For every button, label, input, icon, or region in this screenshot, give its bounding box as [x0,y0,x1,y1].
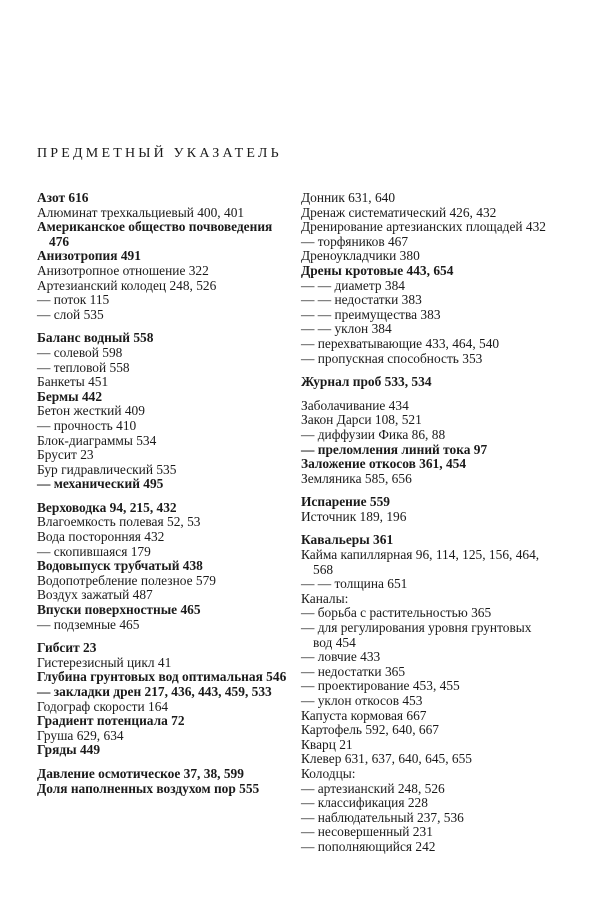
index-entry: Водовыпуск трубчатый 438 [37,558,203,574]
index-entry: Кайма капиллярная 96, 114, 125, 156, 464, 568 [301,547,540,577]
index-entry: Закон Дарси 108, 521 [301,412,422,428]
index-entry: — подземные 465 [37,616,140,632]
index-group [37,331,289,492]
index-entry: — — уклон 384 [301,321,392,337]
index-entry: Азот 616 [37,190,89,205]
index-entry: — перехватывающие 433, 464, 540 [301,335,500,351]
index-entry: — артезианский 248, 526 [301,780,445,796]
index-entry: — солевой 598 [37,344,123,360]
index-entry: Капуста кормовая 667 [301,707,427,723]
index-entry: Клевер 631, 637, 640, 645, 655 [301,751,472,767]
index-entry: Дрены кротовые 443, 654 [301,262,454,278]
index-entry: Груша 629, 634 [37,727,124,743]
index-entry: — ловчие 433 [301,649,381,665]
index-entry: Источник 189, 196 [301,508,407,524]
index-entry: Каналы: [301,590,349,606]
index-entry: Гистерезисный цикл 41 [37,654,172,670]
index-group [37,641,289,758]
index-entry: Давление осмотическое 37, 38, 599 [37,765,244,781]
index-entry: — пополняющийся 242 [301,838,436,854]
page-title: ПРЕДМЕТНЫЙ УКАЗАТЕЛЬ [37,146,282,161]
index-entry: Алюминат трехкальциевый 400, 401 [37,204,245,220]
index-entry: — — недостатки 383 [301,292,422,308]
index-column-right [301,191,553,864]
index-group [301,399,553,487]
index-entry: Бур гидравлический 535 [37,461,177,477]
index-entry: Земляника 585, 656 [301,470,412,486]
index-entry: Доля наполненных воздухом пор 555 [37,780,260,796]
index-group [301,495,553,524]
index-entry: Артезианский колодец 248, 526 [37,277,217,293]
index-entry: — — толщина 651 [301,576,408,592]
index-entry: Влагоемкость полевая 52, 53 [37,514,201,530]
index-group [37,501,289,632]
index-entry: Донник 631, 640 [301,190,396,205]
index-entry: — проектирование 453, 455 [301,678,460,694]
index-entry: — торфяников 467 [301,233,409,249]
index-entry: Кавальеры 361 [301,532,394,548]
index-entry: — скопившаяся 179 [37,543,151,559]
index-entry: — борьба с растительностью 365 [301,605,492,621]
index-entry: Гряды 449 [37,742,101,758]
index-entry: — поток 115 [37,292,110,308]
index-entry: Брусит 23 [37,447,94,463]
index-entry: Глубина грунтовых вод оптимальная 546 [37,669,287,685]
index-entry: Гибсит 23 [37,640,97,656]
index-entry: Заболачивание 434 [301,397,409,413]
index-entry: Журнал проб 533, 534 [301,374,432,390]
index-entry: — закладки дрен 217, 436, 443, 459, 533 [37,684,272,699]
index-entry: Бетон жесткий 409 [37,403,145,419]
index-column-left [37,191,289,805]
index-entry: — несовершенный 231 [301,824,433,840]
index-entry: Верховодка 94, 215, 432 [37,499,177,515]
index-entry: Анизотропное отношение 322 [37,262,209,278]
index-entry: Баланс водный 558 [37,330,154,346]
index-group [37,191,289,322]
index-entry: Годограф скорости 164 [37,698,169,714]
index-group [301,375,553,390]
index-entry: — преломления линий тока 97 [301,441,488,457]
index-entry: Градиент потенциала 72 [37,713,185,729]
index-entry: — классификация 228 [301,795,428,811]
index-entry: — наблюдательный 237, 536 [301,809,464,825]
index-entry: Анизотропия 491 [37,248,141,264]
index-entry: — — преимущества 383 [301,306,441,322]
index-entry: — уклон откосов 453 [301,693,423,708]
index-entry: Кварц 21 [301,736,353,752]
index-entry: — недостатки 365 [301,663,406,679]
index-entry: Дренаж систематический 426, 432 [301,204,497,220]
index-entry: Картофель 592, 640, 667 [301,722,439,738]
index-entry: — для регулирования уровня грунтовых вод 454 [301,620,532,650]
index-entry: Испарение 559 [301,494,390,510]
index-entry: Дреноукладчики 380 [301,248,420,264]
index-entry: Банкеты 451 [37,374,109,390]
index-entry: — — диаметр 384 [301,277,405,293]
index-entry: — механический 495 [37,476,164,492]
index-group [37,767,289,796]
index-entry: Впуски поверхностные 465 [37,602,201,618]
index-group [301,191,553,366]
index-entry: Дренирование артезианских площадей 432 [301,219,547,235]
index-entry: Бермы 442 [37,388,103,404]
index-entry: Воздух зажатый 487 [37,587,153,603]
index-entry: — диффузии Фика 86, 88 [301,426,446,442]
index-entry: Блок-диаграммы 534 [37,432,157,448]
index-entry: Американское общество почвоведения 476 [37,219,273,249]
index-entry: Вода посторонняя 432 [37,529,165,545]
index-group [301,533,553,854]
index-entry: Колодцы: [301,765,356,781]
index-entry: — слой 535 [37,306,104,322]
index-entry: — тепловой 558 [37,359,130,375]
index-entry: Заложение откосов 361, 454 [301,456,467,472]
index-entry: — прочность 410 [37,417,137,433]
index-entry: Водопотребление полезное 579 [37,572,216,588]
index-entry: — пропускная способность 353 [301,350,483,366]
